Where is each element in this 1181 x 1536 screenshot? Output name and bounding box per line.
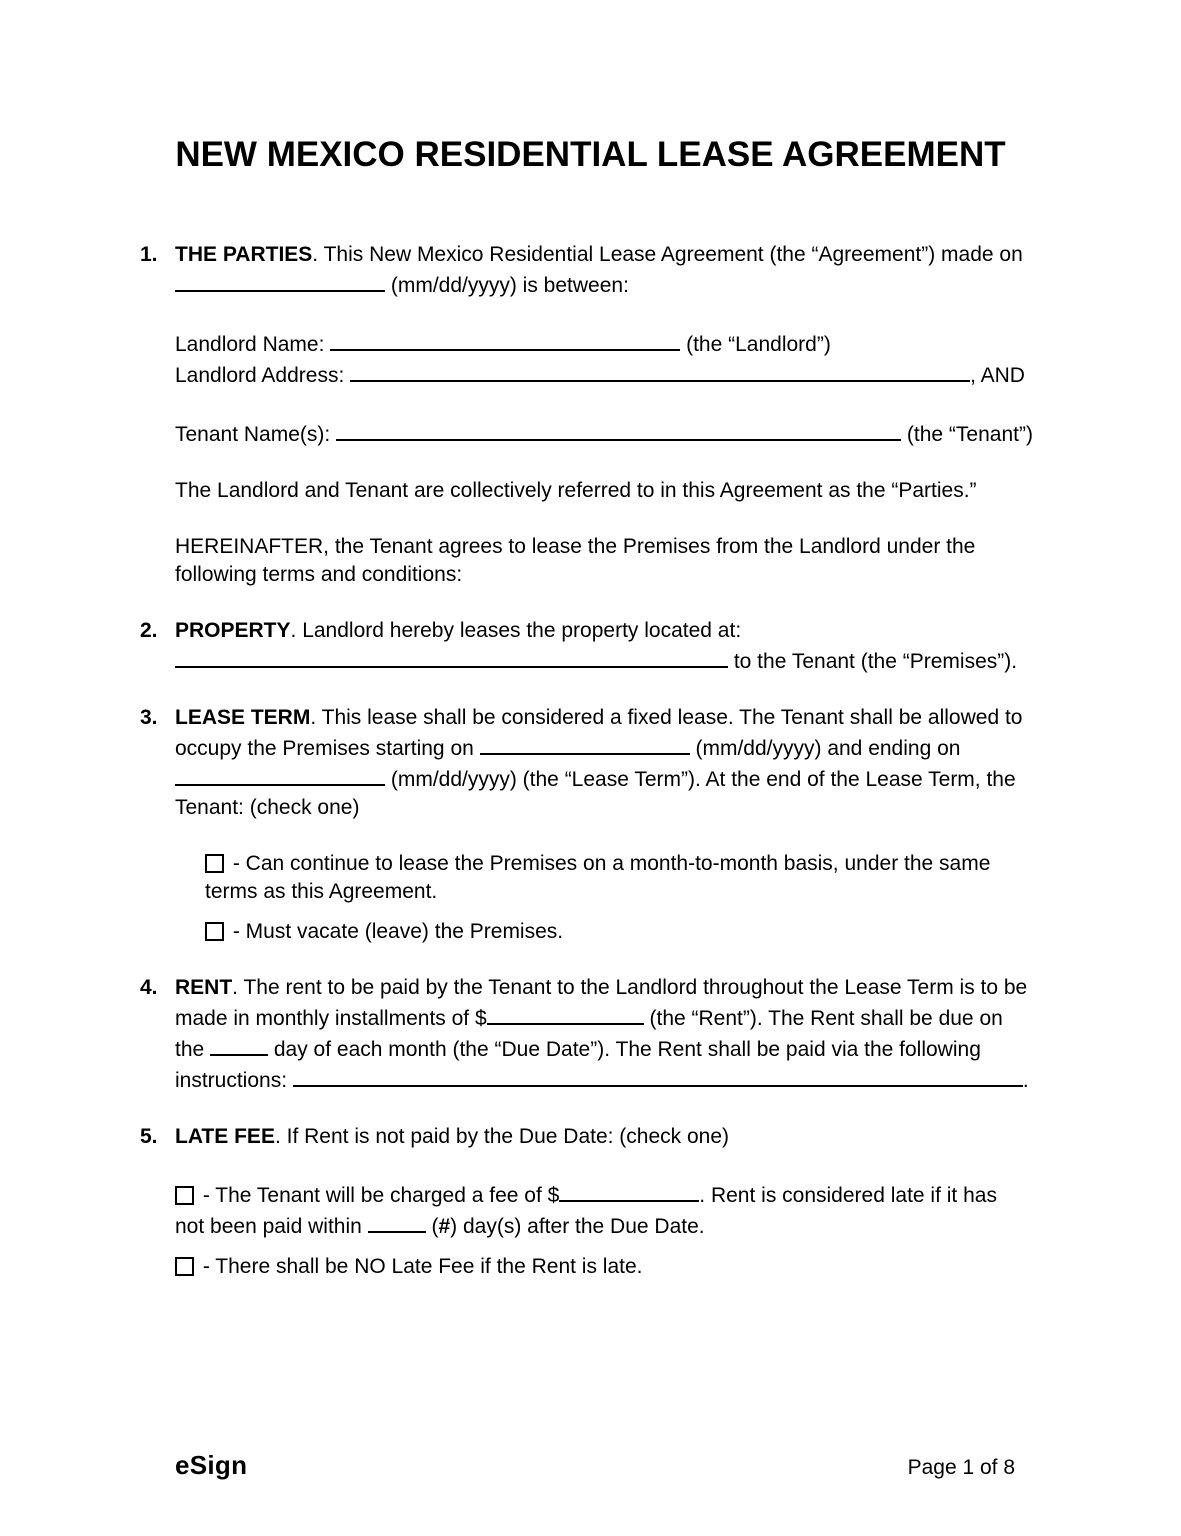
checkbox-icon[interactable]: [175, 1257, 194, 1276]
parties-clause: [175, 477, 1080, 505]
blank-field[interactable]: [175, 645, 728, 668]
bold-text: LATE FEE: [175, 1125, 275, 1148]
text: made in monthly installments of $: [175, 1007, 487, 1030]
blank-field[interactable]: [559, 1179, 699, 1202]
bold-text: RENT: [175, 976, 233, 999]
text: (mm/dd/yyyy) is between:: [385, 274, 629, 297]
late-fee-option-charged: [175, 1179, 1080, 1241]
text: not been paid within: [175, 1215, 368, 1238]
tenant-block: [175, 418, 1080, 449]
text: - Must vacate (leave) the Premises.: [227, 920, 564, 943]
text: Tenant Name(s):: [175, 423, 337, 446]
text: . This New Mexico Residential Lease Agreement (the “Agreement”) made on: [312, 243, 1023, 266]
text: occupy the Premises starting on: [175, 737, 480, 760]
section-number: 3.: [140, 706, 158, 729]
blank-field[interactable]: [330, 328, 680, 351]
text: (the “Tenant”): [901, 423, 1033, 446]
text: . The rent to be paid by the Tenant to the Landlord throughout the Lease Term is to be: [232, 976, 1028, 999]
text: - The Tenant will be charged a fee of $: [197, 1184, 560, 1207]
hereinafter-clause: [175, 533, 1080, 589]
section-number: 5.: [140, 1125, 158, 1148]
esign-logo: eSign: [175, 1450, 248, 1480]
text: . Landlord hereby leases the property located at:: [290, 619, 742, 642]
blank-field[interactable]: [210, 1033, 268, 1056]
blank-field[interactable]: [368, 1210, 426, 1233]
section-3-lease-term: [140, 704, 1080, 822]
text: . If Rent is not paid by the Due Date: (check one): [274, 1125, 730, 1148]
section-number: 2.: [140, 619, 158, 642]
section-number: 1.: [140, 243, 158, 266]
text: instructions:: [175, 1069, 293, 1092]
section-number: 4.: [140, 976, 158, 999]
checkbox-icon[interactable]: [205, 922, 224, 941]
text: Tenant: (check one): [175, 796, 360, 819]
text: (: [425, 1215, 439, 1238]
page-footer: [175, 1451, 1015, 1482]
section-1-the-parties: [140, 241, 1080, 300]
text: , AND: [970, 364, 1025, 387]
blank-field[interactable]: [350, 359, 970, 382]
lease-end-option-continue: [205, 850, 1080, 906]
bold-text: PROPERTY: [175, 619, 291, 642]
text: Landlord Address:: [175, 364, 351, 387]
blank-field[interactable]: [293, 1064, 1023, 1087]
document-body: [140, 241, 1080, 1309]
blank-field[interactable]: [175, 269, 385, 292]
text: (the “Rent”). The Rent shall be due on: [643, 1007, 1003, 1030]
text: ) day(s) after the Due Date.: [450, 1215, 705, 1238]
bold-text: #: [438, 1215, 451, 1238]
text: the: [175, 1038, 211, 1061]
text: Landlord Name:: [175, 333, 331, 356]
text: (the “Landlord”): [680, 333, 831, 356]
text: to the Tenant (the “Premises”).: [728, 650, 1018, 673]
text: following terms and conditions:: [175, 563, 463, 586]
blank-field[interactable]: [480, 732, 690, 755]
text: - Can continue to lease the Premises on a month-to-month basis, under the same: [227, 852, 991, 875]
text: day of each month (the “Due Date”). The Rent shall be paid via the following: [268, 1038, 981, 1061]
text: HEREINAFTER, the Tenant agrees to lease the Premises from the Landlord under the: [175, 535, 976, 558]
late-fee-option-none: [175, 1253, 1080, 1281]
text: .: [1022, 1069, 1029, 1092]
checkbox-icon[interactable]: [205, 854, 224, 873]
section-5-late-fee: [140, 1123, 1080, 1151]
text: . This lease shall be considered a fixed lease. The Tenant shall be allowed to: [310, 706, 1023, 729]
document-title: NEW MEXICO RESIDENTIAL LEASE AGREEMENT: [175, 135, 1006, 174]
text: . Rent is considered late if it has: [699, 1184, 997, 1207]
blank-field[interactable]: [336, 418, 901, 441]
text: terms as this Agreement.: [205, 880, 438, 903]
blank-field[interactable]: [487, 1002, 644, 1025]
blank-field[interactable]: [175, 763, 385, 786]
lease-end-option-vacate: [205, 918, 1080, 946]
section-2-property: [140, 617, 1080, 676]
page-number: Page 1 of 8: [907, 1456, 1015, 1479]
text: The Landlord and Tenant are collectively referred to in this Agreement as the “Parties.”: [175, 479, 977, 502]
text: - There shall be NO Late Fee if the Rent is late.: [197, 1255, 643, 1278]
section-4-rent: [140, 974, 1080, 1095]
text: (mm/dd/yyyy) and ending on: [689, 737, 961, 760]
checkbox-icon[interactable]: [175, 1186, 194, 1205]
landlord-block: [175, 328, 1080, 390]
bold-text: THE PARTIES: [175, 243, 313, 266]
text: (mm/dd/yyyy) (the “Lease Term”). At the end of the Lease Term, the: [385, 768, 1016, 791]
bold-text: LEASE TERM: [175, 706, 311, 729]
